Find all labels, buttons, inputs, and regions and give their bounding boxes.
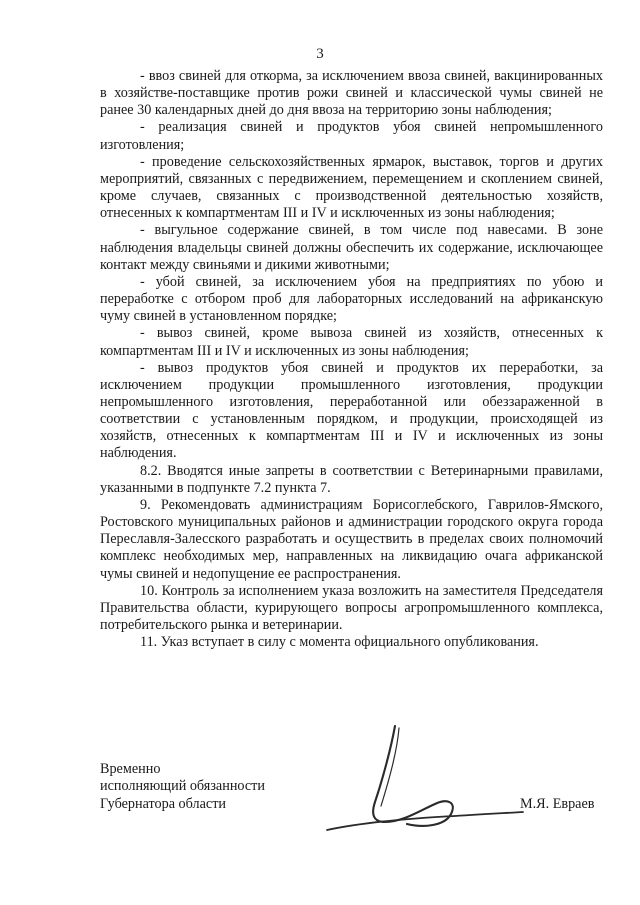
clause-9: 9. Рекомендовать администрациям Борисоглебского, Гаврилов-Ямского, Ростовского муниципальных районов и администрации городского округа города Переславля-Залесского разработать и осуществить в пределах своих полномочий комплекс необходимых мер, направленных на ликвидацию очага африканской чумы свиней и недопущение ее распространения. [100, 496, 603, 582]
signatory-title [100, 761, 360, 813]
list-item: - проведение сельскохозяйственных ярмарок, выставок, торгов и других мероприятий, связанных с передвижением, перемещением и скоплением свиней, кроме случаев, связанных с производственной деятельностью хозяйств, отнесенных к компартментам III и IV и исключенных из зоны наблюдения; [100, 153, 603, 222]
signatory-title-line: Временно [100, 761, 161, 777]
list-item: - выгульное содержание свиней, в том числе под навесами. В зоне наблюдения владельцы свиней должны обеспечить их содержание, исключающее контакт между свиньями и дикими животными; [100, 222, 603, 273]
list-item: - реализация свиней и продуктов убоя свиней непромышленного изготовления; [100, 119, 603, 153]
list-item: - убой свиней, за исключением убоя на предприятиях по убою и переработке с отбором проб для лабораторных исследований на африканскую чуму свиней в установленном порядке; [100, 273, 603, 325]
list-item: - вывоз продуктов убоя свиней и продуктов их переработки, за исключением продукции промышленного изготовления, продукции непромышленного изготовления, переработанной или обеззараженной в соответствии с установленным порядком, и продукции, происходящей из хозяйств, отнесенных к компартментам III и IV и исключенных из зоны наблюдения. [100, 359, 603, 462]
clause-10: 10. Контроль за исполнением указа возложить на заместителя Председателя Правительства области, курирующего вопросы агропромышленного комплекса, потребительского рынка и ветеринарии. [100, 582, 603, 633]
signatory-title-line: Губернатора области [100, 795, 226, 812]
clause-8-2: 8.2. Вводятся иные запреты в соответствии с Ветеринарными правилами, указанными в подпункте 7.2 пункта 7. [100, 462, 603, 496]
clause-11: 11. Указ вступает в силу с момента официального опубликования. [140, 634, 539, 651]
signatory-name: М.Я. Евраев [520, 796, 595, 812]
document-body [100, 68, 603, 651]
list-item: - вывоз свиней, кроме вывоза свиней из хозяйств, отнесенных к компартментам III и IV и исключенных из зоны наблюдения; [100, 325, 603, 359]
page-number: 3 [316, 46, 324, 62]
list-item: - ввоз свиней для откорма, за исключением ввоза свиней, вакцинированных в хозяйстве-поставщике против рожи свиней и классической чумы свиней не ранее 30 календарных дней до дня ввоза на территорию зоны наблюдения; [100, 68, 603, 119]
handwritten-signature [325, 718, 525, 848]
signatory-title-line: исполняющий обязанности [100, 778, 265, 795]
